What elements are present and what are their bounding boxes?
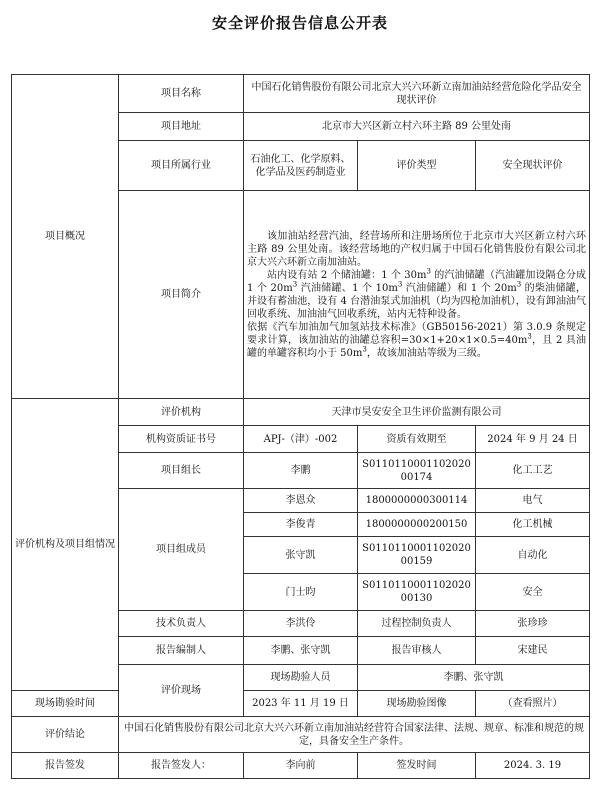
intro-paragraph-2: 站内设有站 2 个储油罐：1 个 $30m^3$ 的汽油储罐（汽油罐加设隔仓分成 1 个 $20m^3$ 汽油储罐、1 个 $10m^3$ 汽油储罐）和 1 个 $20m^3$ 的柴油储罐，并设有蓄油池，设有 4 台潜油泵式加油机（均为四枪加油机），设有卸油油气回收系统、加油油气回收系统，站内无特种设备。 — [247, 267, 587, 320]
cert-number-label: 机构资质证书号 — [119, 426, 244, 453]
leader-cert: S011011000110202000174 — [358, 453, 476, 489]
member-cert: 1800000000200150 — [358, 513, 476, 537]
tech-lead-label: 技术负责人 — [119, 611, 244, 637]
member-field: 安全 — [476, 574, 590, 611]
cert-number-value: APJ-（津）-002 — [244, 426, 358, 453]
conclusion-value: 中国石化销售股份有限公司北京大兴六环新立南加油站经营符合国家法律、法规、规章、标准和规范的规定，具备安全生产条件。 — [119, 717, 590, 753]
member-cert: 1800000000300114 — [358, 489, 476, 513]
project-address-value: 北京市大兴区新立村六环主路 89 公里处南 — [244, 113, 590, 141]
compiler-label: 报告编制人 — [119, 637, 244, 665]
info-table — [11, 74, 590, 779]
issue-label: 报告签发 — [12, 753, 119, 779]
issue-time-value: 2024. 3. 19 — [476, 753, 590, 779]
investigators-value: 李鹏、张守凯 — [358, 665, 590, 691]
member-name: 门士昀 — [244, 574, 358, 611]
page-title: 安全评价报告信息公开表 — [211, 14, 388, 32]
investigators-label: 现场勘验人员 — [244, 665, 358, 691]
agency-value: 天津市昊安安全卫生评价监测有限公司 — [244, 399, 590, 426]
members-label: 项目组成员 — [119, 489, 244, 611]
leader-name: 李鹏 — [244, 453, 358, 489]
leader-field: 化工工艺 — [476, 453, 590, 489]
member-name: 李恩众 — [244, 489, 358, 513]
validity-value: 2024 年 9 月 24 日 — [476, 426, 590, 453]
member-name: 李俊青 — [244, 513, 358, 537]
leader-label: 项目组长 — [119, 453, 244, 489]
project-name-label: 项目名称 — [119, 75, 244, 113]
evaluation-type-label: 评价类型 — [358, 141, 476, 191]
validity-label: 资质有效期至 — [358, 426, 476, 453]
compiler-value: 李鹏、张守凯 — [244, 637, 358, 665]
process-lead-value: 张珍珍 — [476, 611, 590, 637]
member-field: 电气 — [476, 489, 590, 513]
overview-section-label: 项目概况 — [12, 75, 119, 399]
view-photos-link[interactable]: （查看照片） — [476, 691, 590, 717]
signer-value: 李向前 — [244, 753, 358, 779]
member-field: 化工机械 — [476, 513, 590, 537]
tech-lead-value: 李洪伶 — [244, 611, 358, 637]
industry-label: 项目所属行业 — [119, 141, 244, 191]
member-field: 自动化 — [476, 537, 590, 574]
process-lead-label: 过程控制负责人 — [358, 611, 476, 637]
survey-images-label: 现场勘验图像 — [358, 691, 476, 717]
issue-time-label: 签发时间 — [358, 753, 476, 779]
member-cert: S011011000110202000130 — [358, 574, 476, 611]
project-address-label: 项目地址 — [119, 113, 244, 141]
conclusion-label: 评价结论 — [12, 717, 119, 753]
member-cert: S011011000110202000159 — [358, 537, 476, 574]
survey-time-label: 现场勘验时间 — [12, 691, 119, 717]
agency-label: 评价机构 — [119, 399, 244, 426]
reviewer-value: 宋建民 — [476, 637, 590, 665]
survey-time-value: 2023 年 11 月 19 日 — [244, 691, 358, 717]
evaluation-type-value: 安全现状评价 — [476, 141, 590, 191]
site-section-label: 评价现场 — [119, 665, 244, 717]
org-section-label: 评价机构及项目组情况 — [12, 399, 119, 691]
intro-paragraph-3: 依据《汽车加油加气加氢站技术标准》（GB50156-2021）第 3.0.9 条规定要求计算，该加油站的油罐总容积$=30\times 1+20\times 1\times 0.5=40m^3$，且 2 具油罐的单罐容积均小于 $50m^3$，故该加油站等级为三级。 — [247, 321, 587, 359]
signer-label: 报告签发人： — [119, 753, 244, 779]
member-name: 张守凯 — [244, 537, 358, 574]
industry-value: 石油化工、化学原料、化学品及医药制造业 — [244, 141, 358, 191]
project-intro-label: 项目简介 — [119, 191, 244, 399]
project-name-value: 中国石化销售股份有限公司北京大兴六环新立南加油站经营危险化学品安全现状评价 — [244, 75, 590, 113]
reviewer-label: 报告审核人 — [358, 637, 476, 665]
project-intro-value — [244, 191, 590, 399]
intro-paragraph-1: 该加油站经营汽油，经营场所和注册场所位于北京市大兴区新立村六环主路 89 公里处南。该经营场地的产权归属于中国石化销售股份有限公司北京大兴六环新立南加油站。 — [247, 230, 587, 268]
